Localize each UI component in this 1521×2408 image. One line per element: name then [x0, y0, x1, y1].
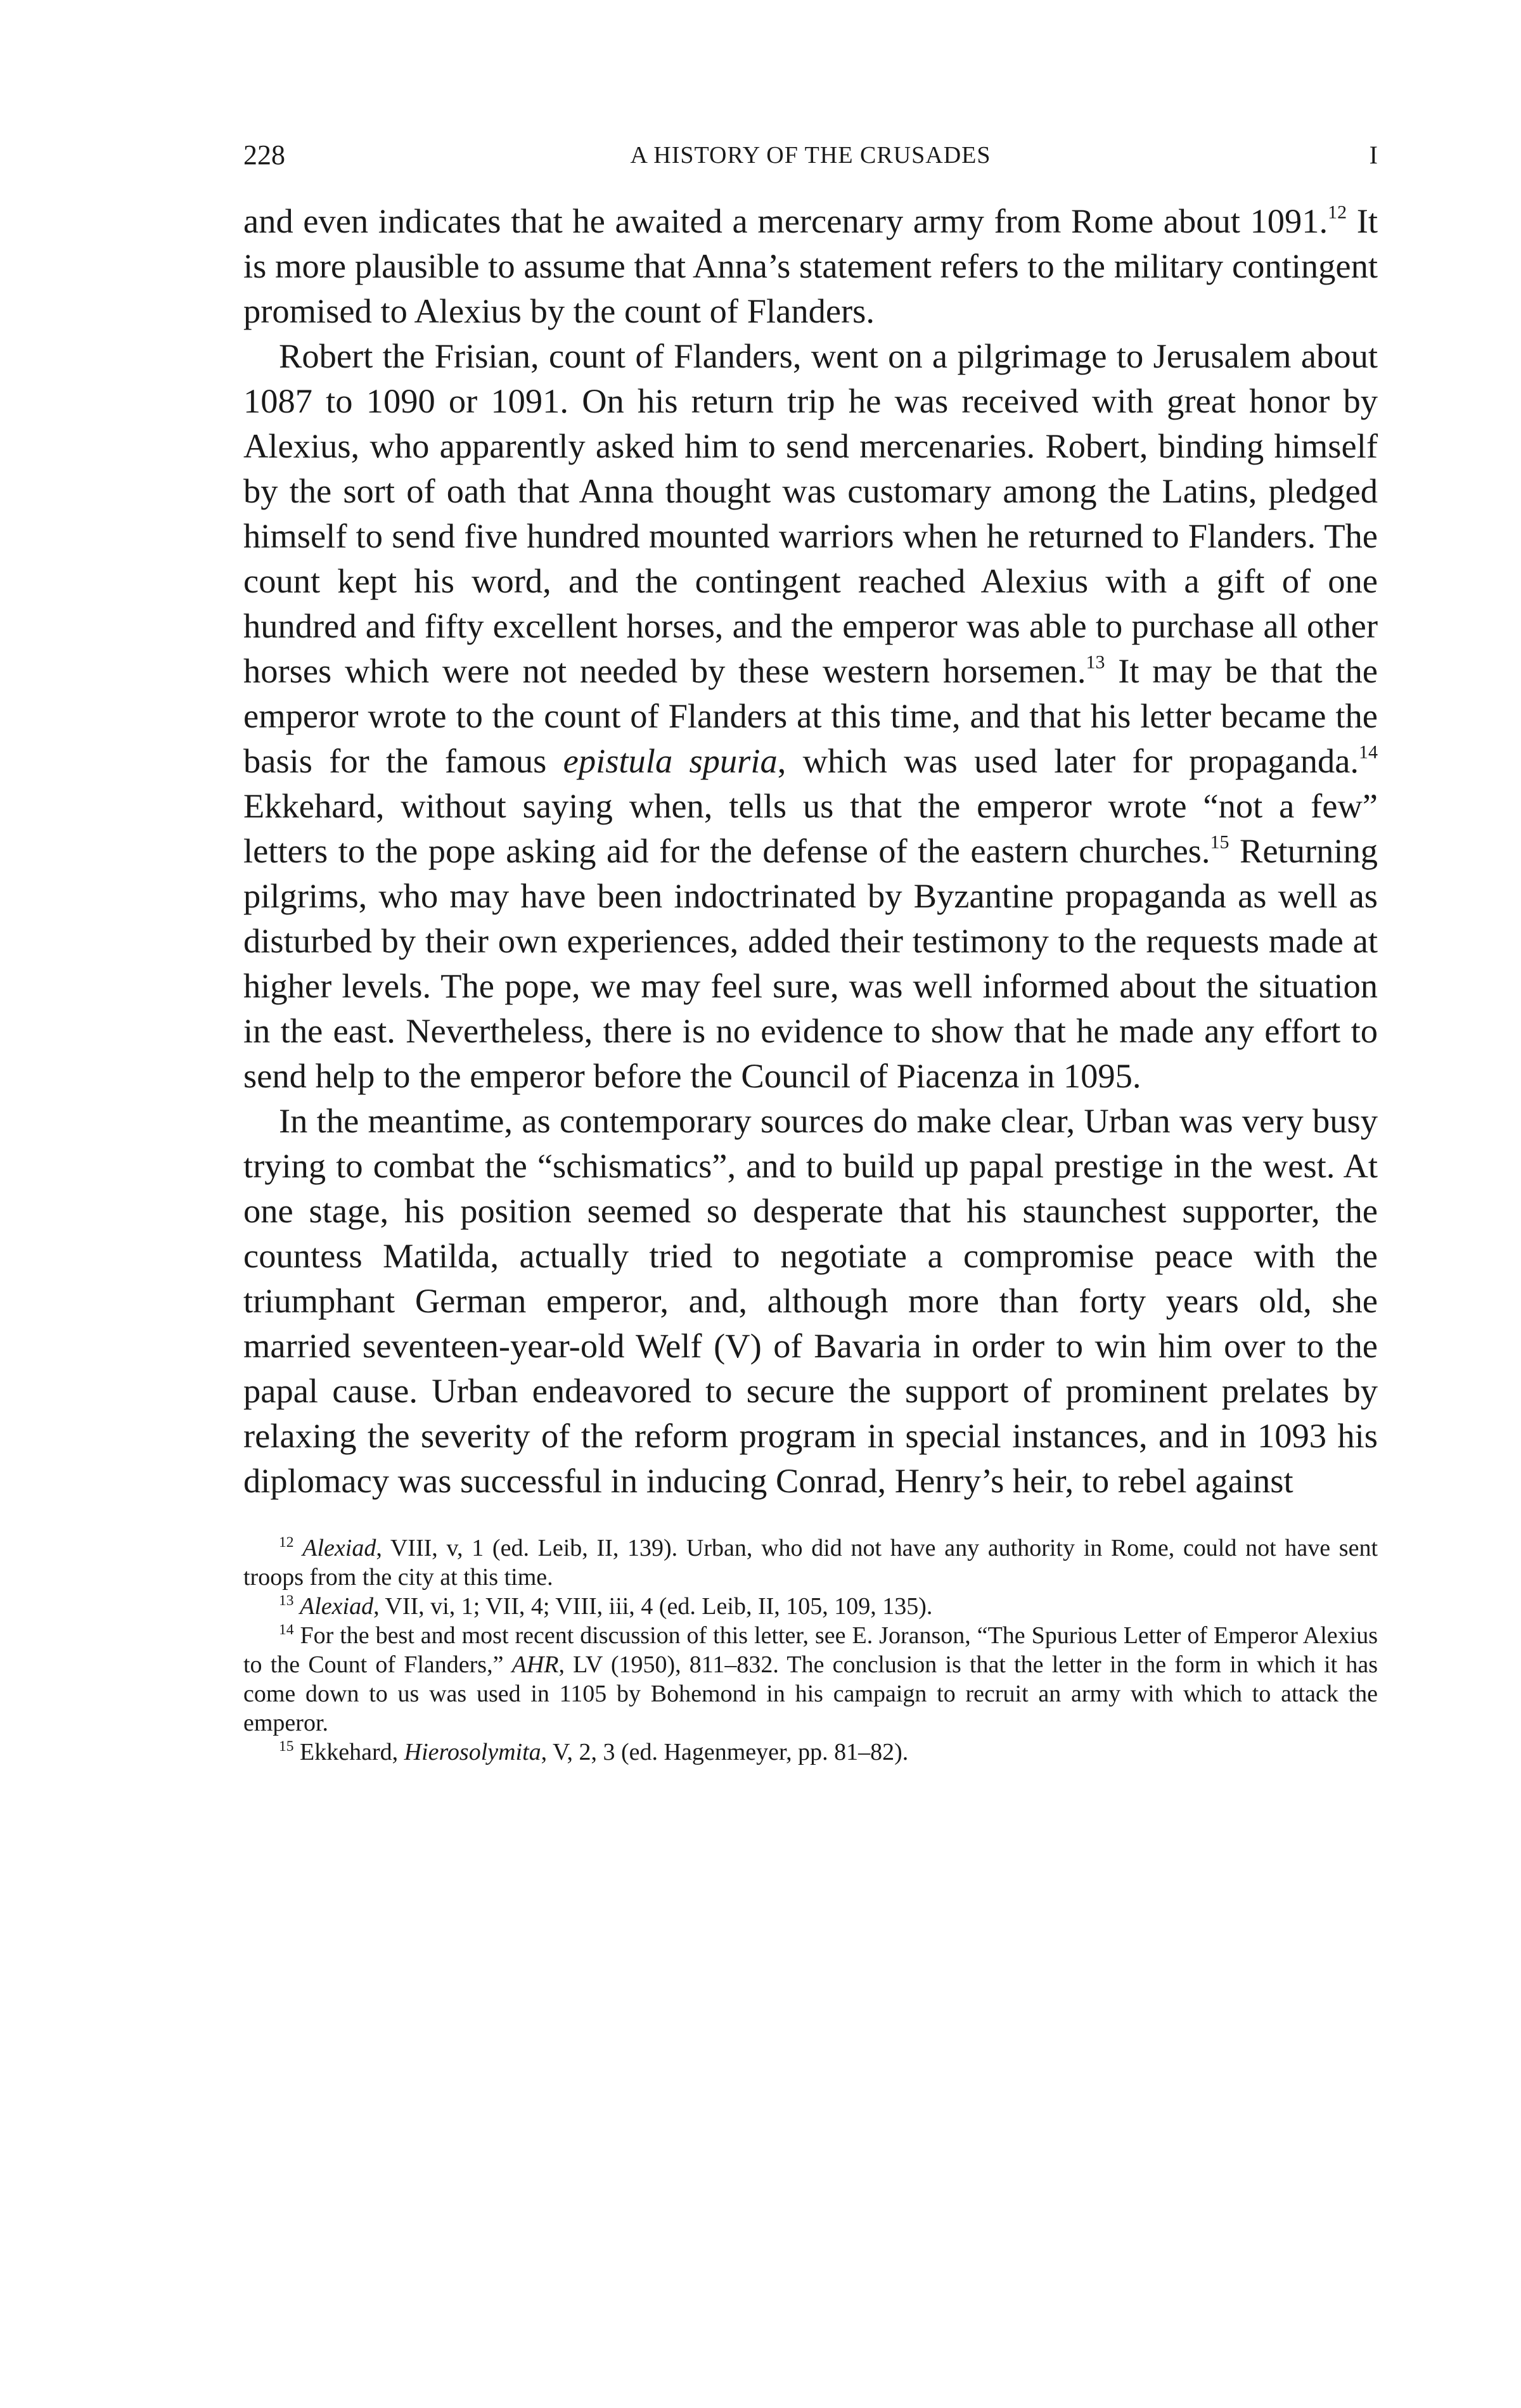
footnote-text: , VII, vi, 1; VII, 4; VIII, iii, 4 (ed. Leib, II, 105, 109, 135). — [373, 1593, 933, 1620]
footnote-ref-14[interactable]: 14 — [1359, 741, 1378, 763]
footnote-number: 14 — [279, 1621, 294, 1638]
part-number: I — [1369, 141, 1378, 169]
running-title: A HISTORY OF THE CRUSADES — [630, 142, 991, 169]
footnote-ref-13[interactable]: 13 — [1086, 651, 1105, 673]
paragraph-2-text-a: Robert the Frisian, count of Flanders, went on a pilgrimage to Jerusalem about 1087 to 1090 or 1091. On his return trip he was received with great honor by Alexius, who apparently asked him to send mercenaries. Robert, binding himself by the sort of oath that Anna thought was customary among the Latins, pledged himself to send five hundred mounted warriors when he returned to Flanders. The count kept his word, and the contingent reached Alexius with a gift of one hundred and fifty excellent horses, and the emperor was able to purchase all other horses which were not needed by these western horsemen. — [243, 336, 1378, 690]
footnote-13 — [243, 1592, 1378, 1621]
footnote-text: For the best and most recent discussion of this letter, see E. Joranson, “The Spurious Letter of Emperor Alexius to the Count of Flanders,” — [243, 1622, 1378, 1678]
footnote-italic: Alexiad — [300, 1593, 374, 1620]
running-head — [243, 136, 1378, 174]
paragraph-1-text-b: It is more plausible to assume that Anna’s statement refers to the military contingent promised to Alexius by the count of Flanders. — [243, 202, 1378, 330]
footnote-italic: Alexiad — [302, 1535, 376, 1561]
epistula-spuria-italic: epistula spuria — [563, 741, 778, 780]
footnote-number: 13 — [279, 1592, 294, 1609]
footnote-text: , V, 2, 3 (ed. Hagenmeyer, pp. 81–82). — [541, 1739, 909, 1765]
paragraph-1-text-a: and even indicates that he awaited a mercenary army from Rome about 1091. — [243, 202, 1328, 240]
footnote-14 — [243, 1621, 1378, 1738]
page-number: 228 — [243, 139, 285, 170]
footnote-text: , VIII, v, 1 (ed. Leib, II, 139). Urban, who did not have any authority in Rome, could not have sent troops from the city at this time. — [243, 1535, 1378, 1591]
paragraph-2-text-b: It may be that the emperor wrote to the count of Flanders at this time, and that his letter became the basis for the famous — [243, 651, 1378, 780]
book-page — [243, 136, 1378, 1767]
paragraph-3: In the meantime, as contemporary sources do make clear, Urban was very busy trying to combat the “schismatics”, and to build up papal prestige in the west. At one stage, his position seemed so desperate that his staunchest supporter, the countess Matilda, actually tried to negotiate a compromise peace with the triumphant German emperor, and, although more than forty years old, she married seventeen-year-old Welf (V) of Bavaria in order to win him over to the papal cause. Urban endeavored to secure the support of prominent prelates by relaxing the severity of the reform program in special instances, and in 1093 his diplomacy was successful in inducing Conrad, Henry’s heir, to rebel against — [243, 1101, 1378, 1500]
paragraph-2 — [243, 333, 1378, 1098]
footnote-15 — [243, 1738, 1378, 1767]
body-text — [243, 198, 1378, 1503]
paragraph-1 — [243, 198, 1378, 333]
footnote-number: 12 — [279, 1534, 294, 1551]
footnote-text: Ekkehard, — [293, 1739, 404, 1765]
footnote-ref-12[interactable]: 12 — [1328, 202, 1347, 223]
paragraph-2-text-d: Ekkehard, without saying when, tells us that the emperor wrote “not a few” letters to the pope asking aid for the defense of the eastern churches. — [243, 786, 1378, 870]
footnote-italic: Hierosolymita — [404, 1739, 541, 1765]
footnote-12 — [243, 1534, 1378, 1592]
footnote-text: , LV (1950), 811–832. The conclusion is that the letter in the form in which it has come down to us was used in 1105 by Bohemond in his campaign to recruit an army with which to attack the emperor. — [243, 1651, 1378, 1736]
paragraph-2-text-c: , which was used later for propaganda. — [777, 741, 1359, 780]
footnote-number: 15 — [279, 1738, 294, 1755]
footnote-ref-15[interactable]: 15 — [1210, 831, 1229, 853]
paragraph-2-text-e: Returning pilgrims, who may have been indoctrinated by Byzantine propaganda as well as disturbed by their own experiences, added their testimony to the requests made at higher levels. The pope, we may feel sure, was well informed about the situation in the east. Nevertheless, there is no evidence to show that he made any effort to send help to the emperor before the Council of Piacenza in 1095. — [243, 831, 1378, 1095]
footnote-italic: AHR — [511, 1651, 559, 1678]
footnotes — [243, 1534, 1378, 1767]
